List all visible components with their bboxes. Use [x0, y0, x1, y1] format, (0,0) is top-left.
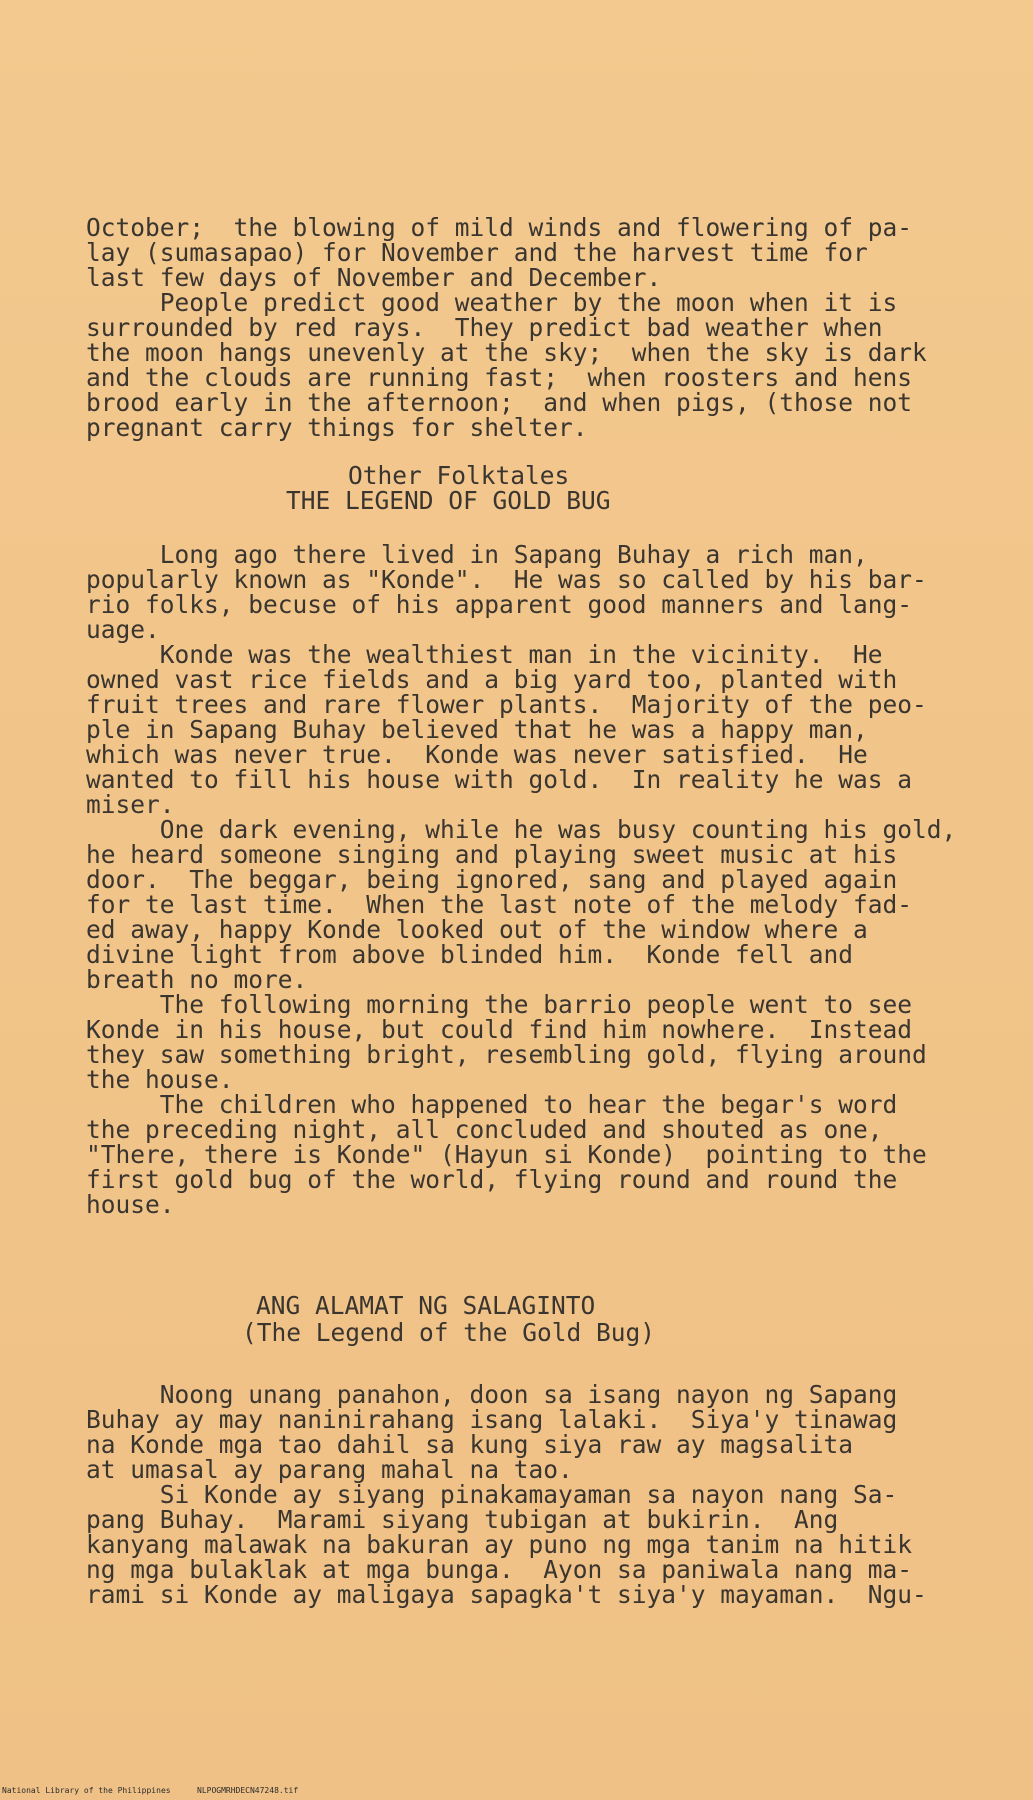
text-line: October; the blowing of mild winds and flowering of pa- — [86, 213, 913, 242]
text-line: pang Buhay. Marami siyang tubigan at bukirin. Ang — [86, 1505, 839, 1534]
text-line: door. The beggar, being ignored, sang and played again — [86, 865, 898, 894]
text-line: he heard someone singing and playing sweet music at his — [86, 840, 898, 869]
text-line: at umasal ay parang mahal na tao. — [86, 1455, 573, 1484]
text-line: brood early in the afternoon; and when pigs, (those not — [86, 388, 913, 417]
text-line: which was never true. Konde was never satisfied. He — [86, 740, 868, 769]
text-line: One dark evening, while he was busy counting his gold, — [86, 815, 957, 844]
text-line: People predict good weather by the moon when it is — [86, 288, 898, 317]
text-line: Si Konde ay siyang pinakamayaman sa nayon nang Sa- — [86, 1480, 898, 1509]
text-line: miser. — [86, 790, 175, 819]
text-line: pregnant carry things for shelter. — [86, 413, 588, 442]
text-line: the preceding night, all concluded and shouted as one, — [86, 1115, 883, 1144]
text-line: Noong unang panahon, doon sa isang nayon ng Sapang — [86, 1380, 898, 1409]
section-subtitle: (The Legend of the Gold Bug) — [242, 1318, 656, 1347]
section-heading: Other Folktales — [348, 461, 570, 490]
text-line: fruit trees and rare flower plants. Majority of the peo- — [86, 690, 927, 719]
text-line: Long ago there lived in Sapang Buhay a rich man, — [86, 540, 868, 569]
text-line: owned vast rice fields and a big yard too, planted with — [86, 665, 898, 694]
text-line: surrounded by red rays. They predict bad weather when — [86, 313, 883, 342]
text-line: wanted to fill his house with gold. In reality he was a — [86, 765, 913, 794]
text-line: The following morning the barrio people went to see — [86, 990, 913, 1019]
text-line: ng mga bulaklak at mga bunga. Ayon sa paniwala nang ma- — [86, 1555, 913, 1584]
text-line: uage. — [86, 615, 160, 644]
text-line: divine light from above blinded him. Konde fell and — [86, 940, 854, 969]
text-line: Konde in his house, but could find him nowhere. Instead — [86, 1015, 913, 1044]
section-title: ANG ALAMAT NG SALAGINTO — [256, 1291, 596, 1320]
text-line: and the clouds are running fast; when roosters and hens — [86, 363, 913, 392]
text-line: ed away, happy Konde looked out of the window where a — [86, 915, 868, 944]
text-line: rami si Konde ay maligaya sapagka't siya'y mayaman. Ngu- — [86, 1580, 927, 1609]
footer-source: National Library of the Philippines — [2, 1786, 171, 1795]
section-title: THE LEGEND OF GOLD BUG — [286, 486, 611, 515]
text-line: kanyang malawak na bakuran ay puno ng mga tanim na hitik — [86, 1530, 913, 1559]
text-line: house. — [86, 1190, 175, 1219]
text-line: na Konde mga tao dahil sa kung siya raw ay magsalita — [86, 1430, 854, 1459]
footer-filename: NLPOGMRHDECN47248.tif — [197, 1786, 299, 1795]
text-line: for te last time. When the last note of the melody fad- — [86, 890, 913, 919]
text-line: lay (sumasapao) for November and the harvest time for — [86, 238, 868, 267]
text-line: ple in Sapang Buhay believed that he was a happy man, — [86, 715, 868, 744]
text-line: breath no more. — [86, 965, 308, 994]
text-line: "There, there is Konde" (Hayun si Konde) pointing to the — [86, 1140, 927, 1169]
text-line: they saw something bright, resembling gold, flying around — [86, 1040, 927, 1069]
text-line: Buhay ay may naninirahang isang lalaki. Siya'y tinawag — [86, 1405, 898, 1434]
text-line: Konde was the wealthiest man in the vicinity. He — [86, 640, 883, 669]
text-line: last few days of November and December. — [86, 263, 662, 292]
text-line: first gold bug of the world, flying round and round the — [86, 1165, 898, 1194]
text-line: the moon hangs unevenly at the sky; when the sky is dark — [86, 338, 927, 367]
text-line: rio folks, becuse of his apparent good manners and lang- — [86, 590, 913, 619]
text-line: popularly known as "Konde". He was so called by his bar- — [86, 565, 927, 594]
text-line: The children who happened to hear the begar's word — [86, 1090, 898, 1119]
text-line: the house. — [86, 1065, 234, 1094]
